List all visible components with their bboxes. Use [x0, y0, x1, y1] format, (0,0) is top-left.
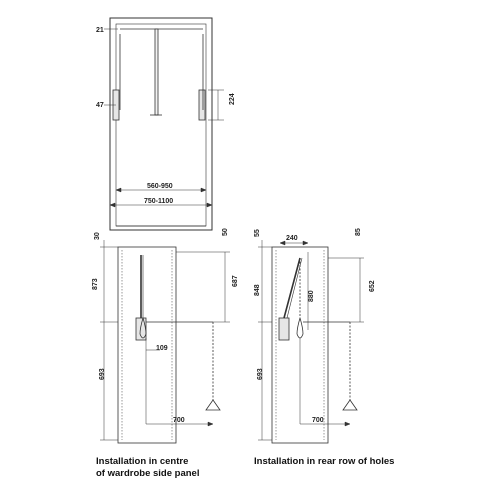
side-view-centre [118, 247, 220, 443]
caption-rear: Installation in rear row of holes [254, 456, 395, 467]
lowered-handle [343, 400, 357, 410]
dim-offset-label: 109 [156, 345, 168, 352]
dim-depth-label: 700 [173, 417, 185, 424]
dim-mid-height-label: 880 [308, 290, 315, 302]
dim-side-offset-label: 47 [96, 102, 104, 109]
caption-centre-line2: of wardrobe side panel [96, 468, 200, 479]
dim-right-top-label: 50 [222, 228, 229, 236]
right-bracket [199, 90, 205, 120]
dim-lower-height-label: 693 [257, 368, 264, 380]
dim-right-top-label: 85 [355, 228, 362, 236]
dim-top-offset-label: 21 [96, 27, 104, 34]
caption-centre [96, 456, 199, 480]
pull-handle-loop [297, 318, 303, 338]
dim-outer-width-label: 750-1100 [144, 198, 174, 205]
arrow [303, 241, 308, 245]
dim-right-height-label: 687 [232, 275, 239, 287]
arrow [207, 203, 212, 207]
dim-lower-height-label: 693 [99, 368, 106, 380]
caption-centre-line1: Installation in centre [96, 456, 189, 467]
dim-top-gap-label: 30 [94, 232, 101, 240]
arrow [280, 241, 285, 245]
lift-mechanism [279, 318, 289, 340]
wardrobe-inner-frame [116, 24, 206, 226]
lift-arm [284, 258, 300, 318]
dim-depth-label: 700 [312, 417, 324, 424]
dim-bracket-height-label: 224 [229, 93, 236, 105]
dim-inner-width-label: 560-950 [147, 183, 173, 190]
dim-width-label: 240 [286, 235, 298, 242]
dim-upper-height-label: 873 [92, 278, 99, 290]
arrow [345, 422, 350, 426]
arrow [110, 203, 115, 207]
dim-upper-height-label: 848 [254, 284, 261, 296]
side-view-rear [272, 247, 357, 443]
dim-right-height-label: 652 [369, 280, 376, 292]
dim-top-gap-label: 55 [254, 229, 261, 237]
lowered-handle [206, 400, 220, 410]
pull-rod [155, 29, 158, 115]
arrow [208, 422, 213, 426]
arrow [116, 188, 121, 192]
arrow [201, 188, 206, 192]
